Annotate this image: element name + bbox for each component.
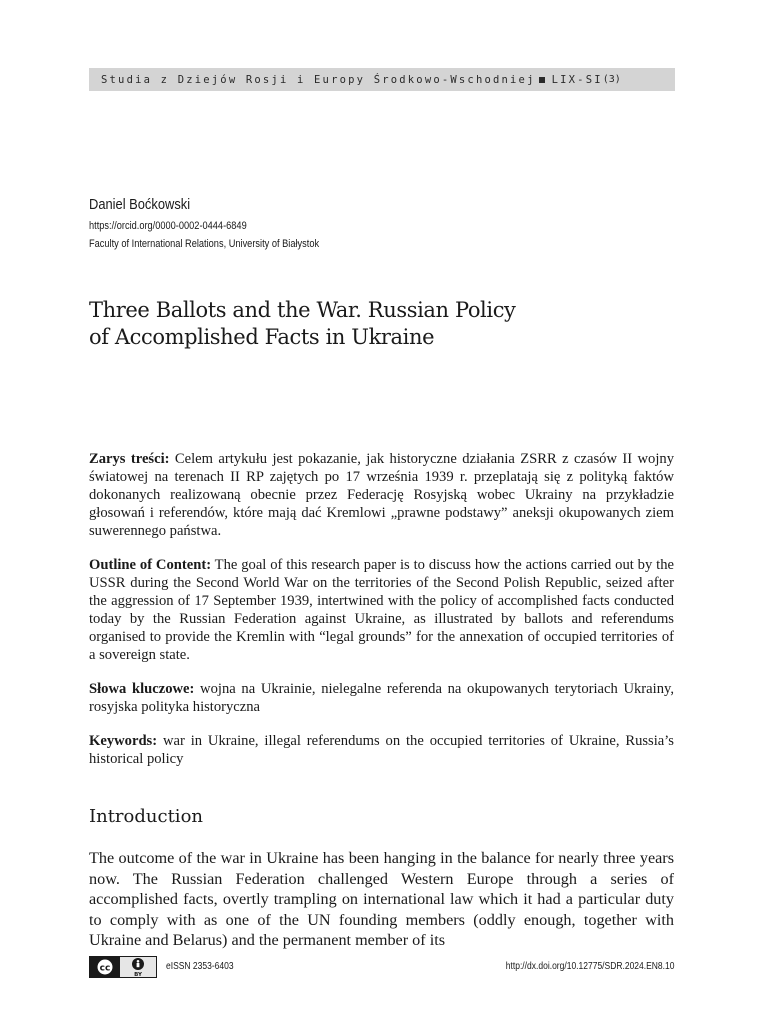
- footer-eissn: eISSN 2353-6403: [166, 961, 234, 972]
- keywords-english: [89, 732, 674, 768]
- separator-square-icon: [539, 77, 545, 83]
- issue-volume: LIX-SI: [551, 73, 603, 86]
- svg-text:cc: cc: [99, 963, 111, 974]
- author-block: [89, 196, 363, 250]
- abstract-english-label: Outline of Content:: [89, 557, 212, 573]
- keywords-english-label: Keywords:: [89, 733, 158, 749]
- keywords-polish: [89, 680, 674, 716]
- abstract-english: [89, 556, 674, 664]
- keywords-polish-label: Słowa kluczowe:: [89, 681, 195, 697]
- author-affiliation: Faculty of International Relations, University of Białystok: [89, 238, 320, 250]
- abstract-polish-text: Celem artykułu jest pokazanie, jak historyczne działania ZSRR z czasów II wojny światowej na terenach II RP zajętych po 17 września 1939 r. przeplatają się z polityką faktów dokonanych realizowaną obecnie przez Federację Rosyjską wobec Ukrainy na przykładzie głosowań i referendów, które mają dać Kremlowi „prawne podstawy” aneksji okupowanych ziem suwerennego państwa.: [89, 451, 674, 539]
- introduction-paragraph: The outcome of the war in Ukraine has been hanging in the balance for nearly three years now. The Russian Federation challenged Western Europe through a series of accomplished facts, overtly trampling on international law which it had a particular duty to comply with as one of the UN founding members (oddly enough, together with Ukraine and Belarus) and the permanent member of its: [89, 849, 674, 949]
- title-line-1: Three Ballots and the War. Russian Policy: [89, 298, 516, 322]
- introduction-body: [89, 848, 674, 951]
- issue-number: (3): [602, 74, 621, 85]
- running-header: [89, 68, 675, 91]
- abstract-english-text: The goal of this research paper is to discuss how the actions carried out by the USSR during the Second World War on the territories of the Second Polish Republic, seized after the aggression of 17 September 1939, intertwined with the policy of accomplished facts conducted today by the Russian Federation against Ukraine, as illustrated by ballots and referendums organised to provide the Kremlin with “legal grounds” for the annexation of occupied territories of a sovereign state.: [89, 557, 674, 663]
- page-footer: [89, 956, 674, 980]
- title-line-2: of Accomplished Facts in Ukraine: [89, 325, 435, 349]
- by-label: BY: [134, 972, 142, 977]
- author-orcid-link[interactable]: https://orcid.org/0000-0002-0444-6849: [89, 220, 247, 232]
- author-name: Daniel Boćkowski: [89, 196, 191, 213]
- footer-doi-link[interactable]: http://dx.doi.org/10.12775/SDR.2024.EN8.10: [505, 961, 674, 972]
- cc-icon: [90, 957, 120, 977]
- article-title: [89, 297, 649, 351]
- keywords-english-text: war in Ukraine, illegal referendums on the occupied territories of Ukraine, Russia’s historical policy: [89, 733, 674, 767]
- journal-name: Studia z Dziejów Rosji i Europy Środkowo-Wschodniej: [101, 73, 536, 86]
- abstracts: [89, 450, 674, 784]
- cc-by-license-badge[interactable]: [89, 956, 157, 978]
- abstract-polish: [89, 450, 674, 540]
- by-icon: [120, 957, 156, 977]
- abstract-polish-label: Zarys treści:: [89, 451, 170, 467]
- keywords-polish-text: wojna na Ukrainie, nielegalne referenda na okupowanych terytoriach Ukrainy, rosyjska polityka historyczna: [89, 681, 674, 715]
- section-heading-introduction: Introduction: [89, 806, 203, 827]
